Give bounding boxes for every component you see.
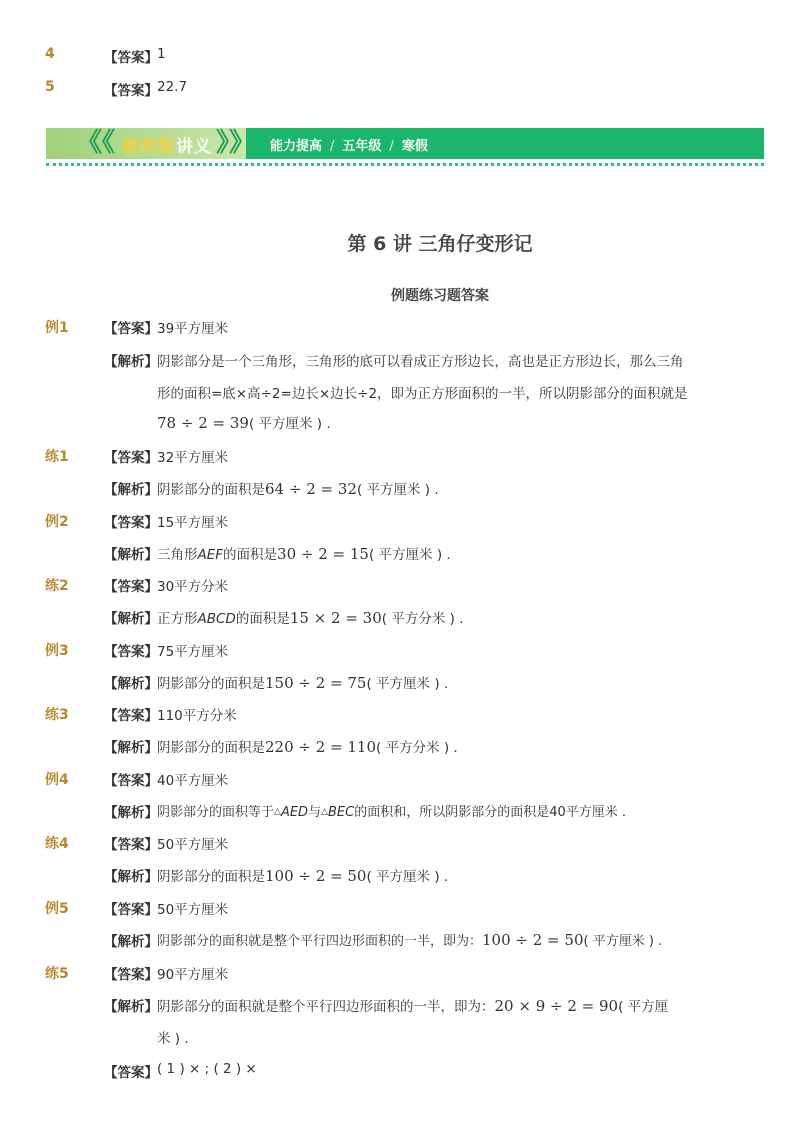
analysis-label: 【解析】: [104, 805, 158, 821]
answer-value: 40平方厘米: [157, 773, 229, 789]
item-number: 练4: [45, 836, 69, 852]
answer-value: 50平方厘米: [157, 902, 229, 918]
item-number: 例1: [45, 320, 69, 336]
answer-label: 【答案】: [104, 644, 158, 660]
analysis-label: 【解析】: [104, 999, 158, 1015]
analysis-label: 【解析】: [104, 354, 158, 370]
answer-value: 90平方厘米: [157, 967, 229, 983]
analysis-text: 阴影部分的面积是64 ÷ 2 = 32( 平方厘米 ) .: [157, 480, 439, 498]
answer-value: 15平方厘米: [157, 515, 229, 531]
answer-label: 【答案】: [104, 450, 158, 466]
answer-label: 【答案】: [104, 1065, 158, 1081]
analysis-text: 阴影部分的面积就是整个平行四边形面积的一半，即为：100 ÷ 2 = 50( 平方厘米 ) .: [157, 931, 663, 949]
answer-value: 50平方厘米: [157, 837, 229, 853]
answer-value: 110平方分米: [157, 708, 237, 724]
analysis-label: 【解析】: [104, 740, 158, 756]
analysis-text: 阴影部分是一个三角形，三角形的底可以看成正方形边长，高也是正方形边长，那么三角: [157, 354, 684, 370]
item-number: 练5: [45, 966, 69, 982]
chevron-left-icon: 《《: [76, 128, 116, 158]
question-number: 5: [45, 79, 55, 95]
item-number: 练2: [45, 578, 69, 594]
header-banner: [46, 126, 764, 161]
question-number: 4: [45, 46, 55, 62]
banner-title: 教师版讲义: [122, 137, 212, 157]
item-number: 例3: [45, 643, 69, 659]
breadcrumb-item: 寒假: [401, 139, 428, 154]
item-number: 例2: [45, 514, 69, 530]
analysis-text: 形的面积=底×高÷2=边长×边长÷2，即为正方形面积的一半，所以阴影部分的面积就是: [157, 386, 688, 402]
answer-label: 【答案】: [104, 579, 158, 595]
analysis-text: 阴影部分的面积等于△AED与△BEC的面积和，所以阴影部分的面积是40平方厘米 .: [157, 805, 627, 820]
analysis-text: 正方形ABCD的面积是15 × 2 = 30( 平方分米 ) .: [157, 609, 464, 627]
item-number: 练3: [45, 707, 69, 723]
answer-label: 【答案】: [104, 515, 158, 531]
breadcrumb-item: 能力提高: [270, 139, 323, 154]
answer-label: 【答案】: [104, 83, 158, 99]
dotted-divider: [46, 163, 764, 166]
answer-value: ( 1 ) × ; ( 2 ) ×: [157, 1061, 257, 1077]
item-number: 例4: [45, 772, 69, 788]
analysis-label: 【解析】: [104, 482, 158, 498]
analysis-text: 三角形AEF的面积是30 ÷ 2 = 15( 平方厘米 ) .: [157, 545, 451, 563]
analysis-label: 【解析】: [104, 676, 158, 692]
lecture-title: 第 6 讲 三角仔变形记: [347, 233, 533, 255]
answer-label: 【答案】: [104, 837, 158, 853]
analysis-label: 【解析】: [104, 611, 158, 627]
answer-label: 【答案】: [104, 321, 158, 337]
answer-value: 75平方厘米: [157, 644, 229, 660]
answer-value: 32平方厘米: [157, 450, 229, 466]
analysis-label: 【解析】: [104, 547, 158, 563]
analysis-text: 78 ÷ 2 = 39( 平方厘米 ) .: [157, 414, 331, 432]
analysis-label: 【解析】: [104, 869, 158, 885]
chevron-right-icon: 》》: [216, 128, 256, 158]
analysis-text: 阴影部分的面积是100 ÷ 2 = 50( 平方厘米 ) .: [157, 867, 449, 885]
breadcrumb-item: 五年级: [342, 139, 382, 154]
answer-label: 【答案】: [104, 967, 158, 983]
item-number: 练1: [45, 449, 69, 465]
item-number: 例5: [45, 901, 69, 917]
answer-label: 【答案】: [104, 50, 158, 66]
analysis-label: 【解析】: [104, 934, 158, 950]
section-title: 例题练习题答案: [391, 288, 489, 304]
analysis-text: 阴影部分的面积就是整个平行四边形面积的一半，即为：20 × 9 ÷ 2 = 90( 平方厘: [157, 997, 669, 1015]
breadcrumb: 能力提高 / 五年级 / 寒假: [270, 139, 428, 154]
triangle-icon: △: [274, 807, 281, 817]
analysis-text: 阴影部分的面积是220 ÷ 2 = 110( 平方分米 ) .: [157, 738, 458, 756]
analysis-text: 米 ) .: [157, 1031, 189, 1047]
analysis-text: 阴影部分的面积是150 ÷ 2 = 75( 平方厘米 ) .: [157, 674, 449, 692]
answer-value: 1: [157, 46, 166, 62]
answer-label: 【答案】: [104, 902, 158, 918]
answer-value: 39平方厘米: [157, 321, 229, 337]
answer-label: 【答案】: [104, 773, 158, 789]
answer-value: 30平方分米: [157, 579, 229, 595]
triangle-icon: △: [321, 807, 328, 817]
answer-value: 22.7: [157, 79, 188, 95]
answer-label: 【答案】: [104, 708, 158, 724]
